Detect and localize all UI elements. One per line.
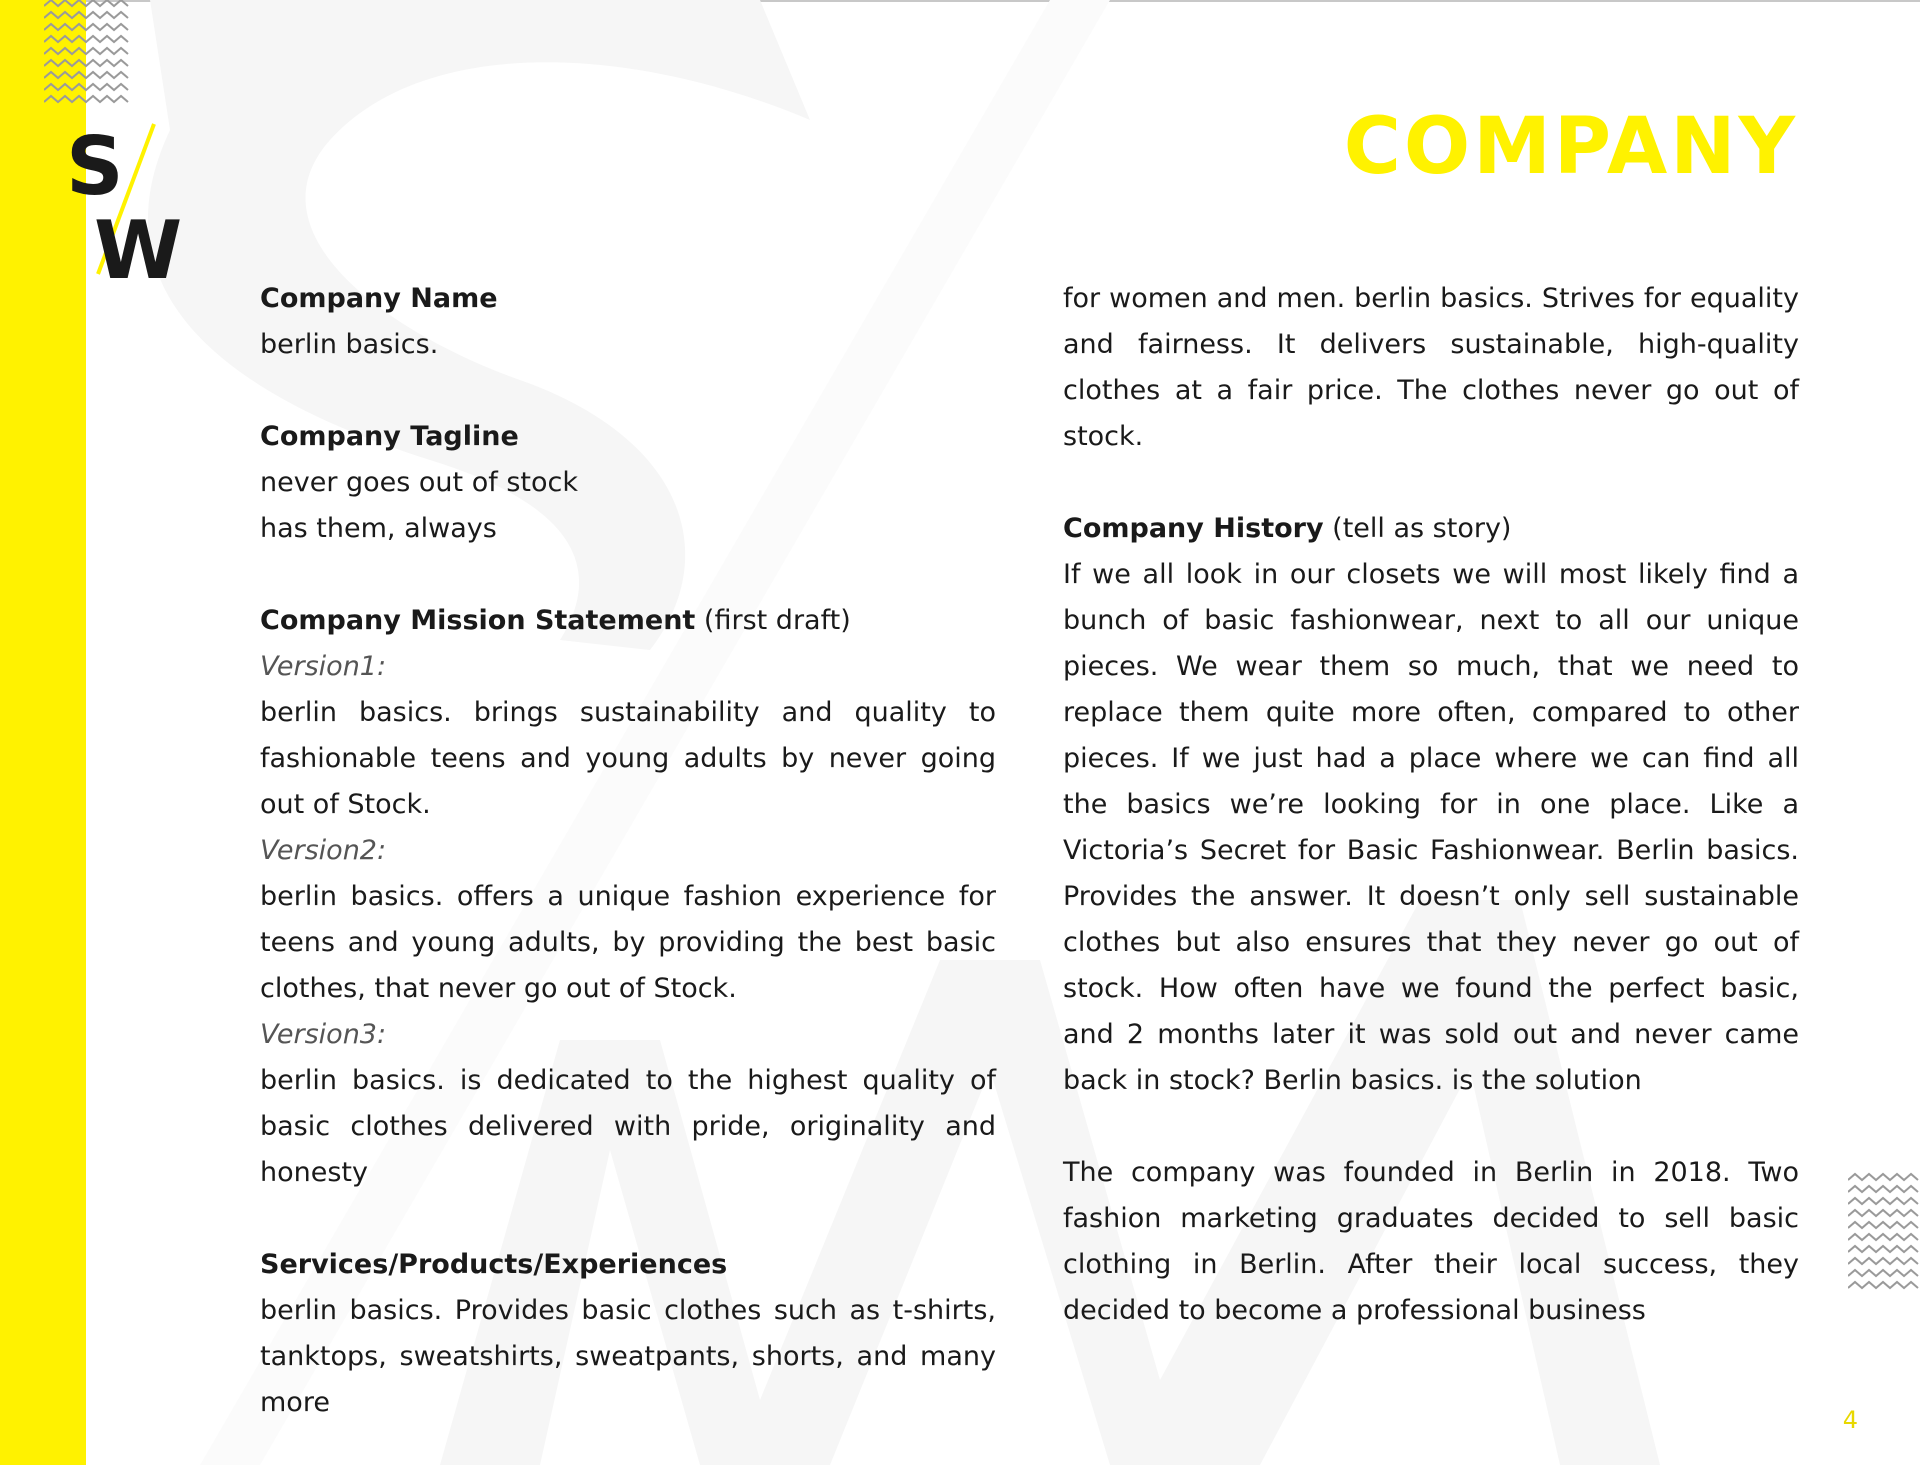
history-paragraph: If we all look in our closets we will most likely find a bunch of basic fashionwear, next to all our unique pieces. We wear them so much, that we need to replace them quite more often, compared to other pieces. If we just had a place where we can find all the basics we’re looking for in one place. Like a Victoria’s Secret for Basic Fashionwear. Berlin basics. Provides the answer. It doesn’t only sell sustainable clothes but also ensures that they never go out of stock. How often have we found the perfect basic, and 2 months later it was sold out and never came back in stock? Berlin basics. is the solution	[1063, 559, 1799, 1096]
tagline-line: never goes out of stock	[260, 467, 578, 498]
sw-logo	[58, 118, 198, 288]
zigzag-pattern-top-left	[44, 0, 134, 104]
page-number: 4	[1842, 1406, 1858, 1434]
services-continued-text: for women and men. berlin basics. Strives for equality and fairness. It delivers sustainable, high-quality clothes at a fair price. The clothes never go out of stock.	[1063, 283, 1799, 452]
mission-version-label: Version1:	[260, 651, 387, 682]
history-paragraph: The company was founded in Berlin in 2018. Two fashion marketing graduates decided to sell basic clothing in Berlin. After their local success, they decided to become a professional business	[1063, 1157, 1799, 1326]
right-column	[1063, 276, 1799, 1334]
left-column	[260, 276, 996, 1426]
company-name-value: berlin basics.	[260, 329, 439, 360]
services-text: berlin basics. Provides basic clothes such as t-shirts, tanktops, sweatshirts, sweatpants, shorts, and many more	[260, 1295, 996, 1418]
mission-version-label: Version3:	[260, 1019, 387, 1050]
page-heading: COMPANY	[1343, 102, 1798, 192]
history-note: (tell as story)	[1332, 513, 1512, 544]
mission-version-label: Version2:	[260, 835, 387, 866]
mission-version-text: berlin basics. offers a unique fashion experience for teens and young adults, by providing the best basic clothes, that never go out of Stock.	[260, 881, 996, 1004]
zigzag-pattern-bottom-right	[1848, 1172, 1920, 1300]
mission-note: (first draft)	[703, 605, 851, 636]
logo-letter-w: W	[94, 204, 183, 288]
mission-label: Company Mission Statement	[260, 605, 696, 636]
mission-version-text: berlin basics. brings sustainability and quality to fashionable teens and young adults by never going out of Stock.	[260, 697, 996, 820]
mission-version-text: berlin basics. is dedicated to the highest quality of basic clothes delivered with pride, originality and honesty	[260, 1065, 996, 1188]
services-label: Services/Products/Experiences	[260, 1249, 728, 1280]
history-label: Company History	[1063, 513, 1324, 544]
company-tagline-label: Company Tagline	[260, 421, 519, 452]
history-heading	[1063, 506, 1799, 552]
tagline-line: has them, always	[260, 513, 497, 544]
logo-letter-s: S	[66, 120, 124, 213]
company-name-label: Company Name	[260, 283, 498, 314]
mission-heading	[260, 598, 996, 644]
